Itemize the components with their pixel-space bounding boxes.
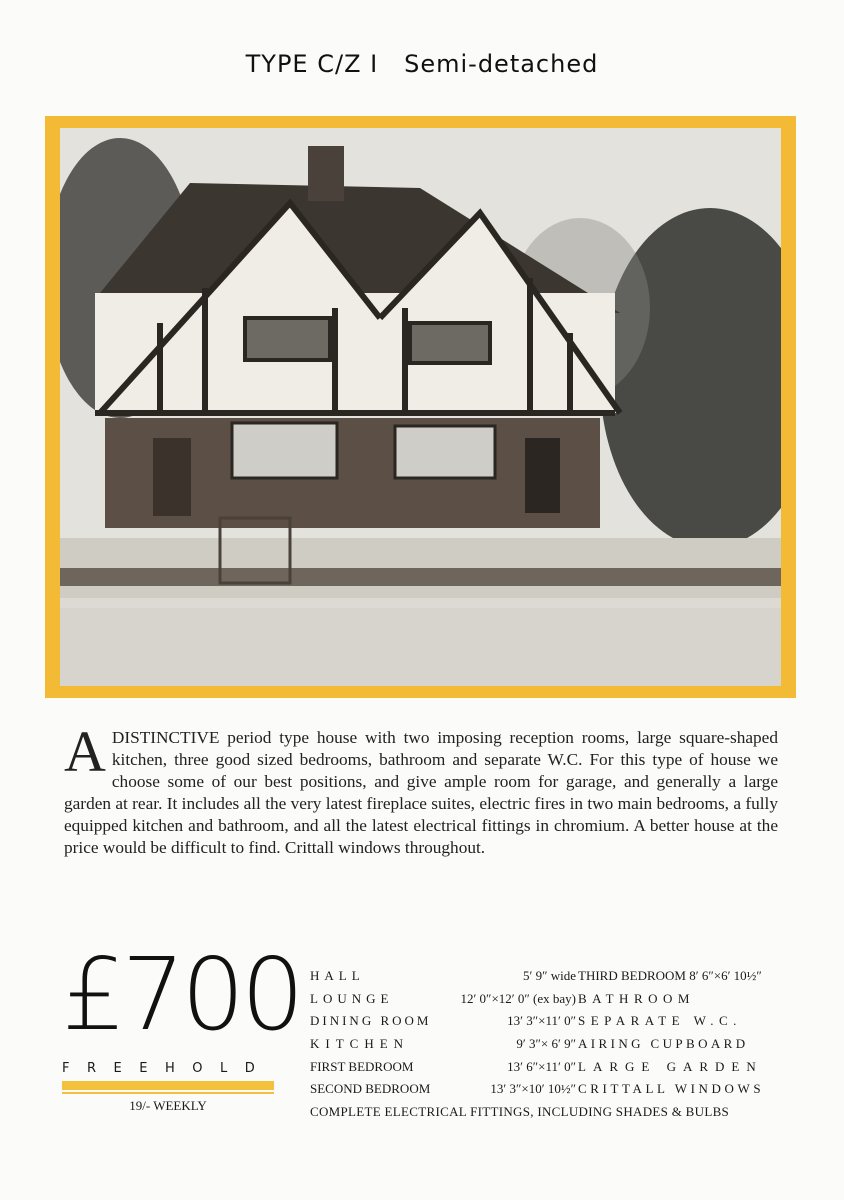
description-paragraph bbox=[64, 719, 778, 859]
feature: BATHROOM bbox=[578, 990, 695, 1006]
room-specifications bbox=[310, 965, 780, 1123]
feature: CRITTALL WINDOWS bbox=[578, 1081, 765, 1097]
feature: LARGE GARDEN bbox=[578, 1058, 763, 1074]
feature: SEPARATE W.C. bbox=[578, 1013, 742, 1029]
feature: AIRING CUPBOARD bbox=[578, 1036, 749, 1052]
weekly-payment: 19/- WEEKLY bbox=[129, 1098, 207, 1113]
room-size: 5′ 9″ wide bbox=[522, 968, 576, 984]
spec-row bbox=[310, 1033, 780, 1056]
yellow-rule bbox=[62, 1081, 274, 1090]
page-title: TYPE C/Z I Semi-detached bbox=[245, 50, 599, 78]
room-size: 13′ 3″×10′ 10½″ bbox=[490, 1081, 576, 1097]
drop-cap: A bbox=[64, 719, 106, 784]
room-size: 12′ 0″×12′ 0″ (ex bay) bbox=[460, 990, 576, 1006]
room-name: KITCHEN bbox=[310, 1036, 410, 1052]
room-name: HALL bbox=[310, 968, 365, 984]
spec-row bbox=[310, 988, 780, 1011]
room-name: LOUNGE bbox=[310, 990, 394, 1006]
photo-frame bbox=[45, 116, 796, 698]
feature: THIRD BEDROOM 8′ 6″×6′ 10½″ bbox=[578, 968, 762, 984]
room-size: 13′ 6″×11′ 0″ bbox=[507, 1058, 576, 1074]
spec-row bbox=[310, 965, 780, 988]
spec-row bbox=[310, 1055, 780, 1078]
spec-row bbox=[310, 1078, 780, 1101]
tenure-label: FREEHOLD bbox=[62, 1061, 273, 1076]
price-amount: £700 bbox=[62, 936, 301, 1053]
room-name: DINING ROOM bbox=[310, 1013, 432, 1029]
price-block bbox=[62, 935, 301, 1114]
room-size: 9′ 3″× 6′ 9″ bbox=[516, 1036, 576, 1052]
room-size: 13′ 3″×11′ 0″ bbox=[507, 1013, 576, 1029]
description-text: DISTINCTIVE period type house with two imposing reception rooms, large square-shaped kitchen, three good sized bedrooms, bathroom and separate W.C. For this type of house we choose some of our best positions, and give ample room for garage, and generally a large garden at rear. It includes all the very latest fireplace suites, electric fires in two main bedrooms, a fully equipped kitchen and bathroom, and all the latest electrical fittings in chromium. A better house at the price would be difficult to find. Crittall windows throughout. bbox=[64, 728, 778, 857]
yellow-rule-thin bbox=[62, 1092, 274, 1094]
footer-line: COMPLETE ELECTRICAL FITTINGS, INCLUDING SHADES & BULBS bbox=[310, 1103, 730, 1119]
room-name: SECOND BEDROOM bbox=[310, 1081, 431, 1097]
room-name: FIRST BEDROOM bbox=[310, 1058, 414, 1074]
spec-row bbox=[310, 1010, 780, 1033]
house-photo bbox=[60, 128, 781, 686]
